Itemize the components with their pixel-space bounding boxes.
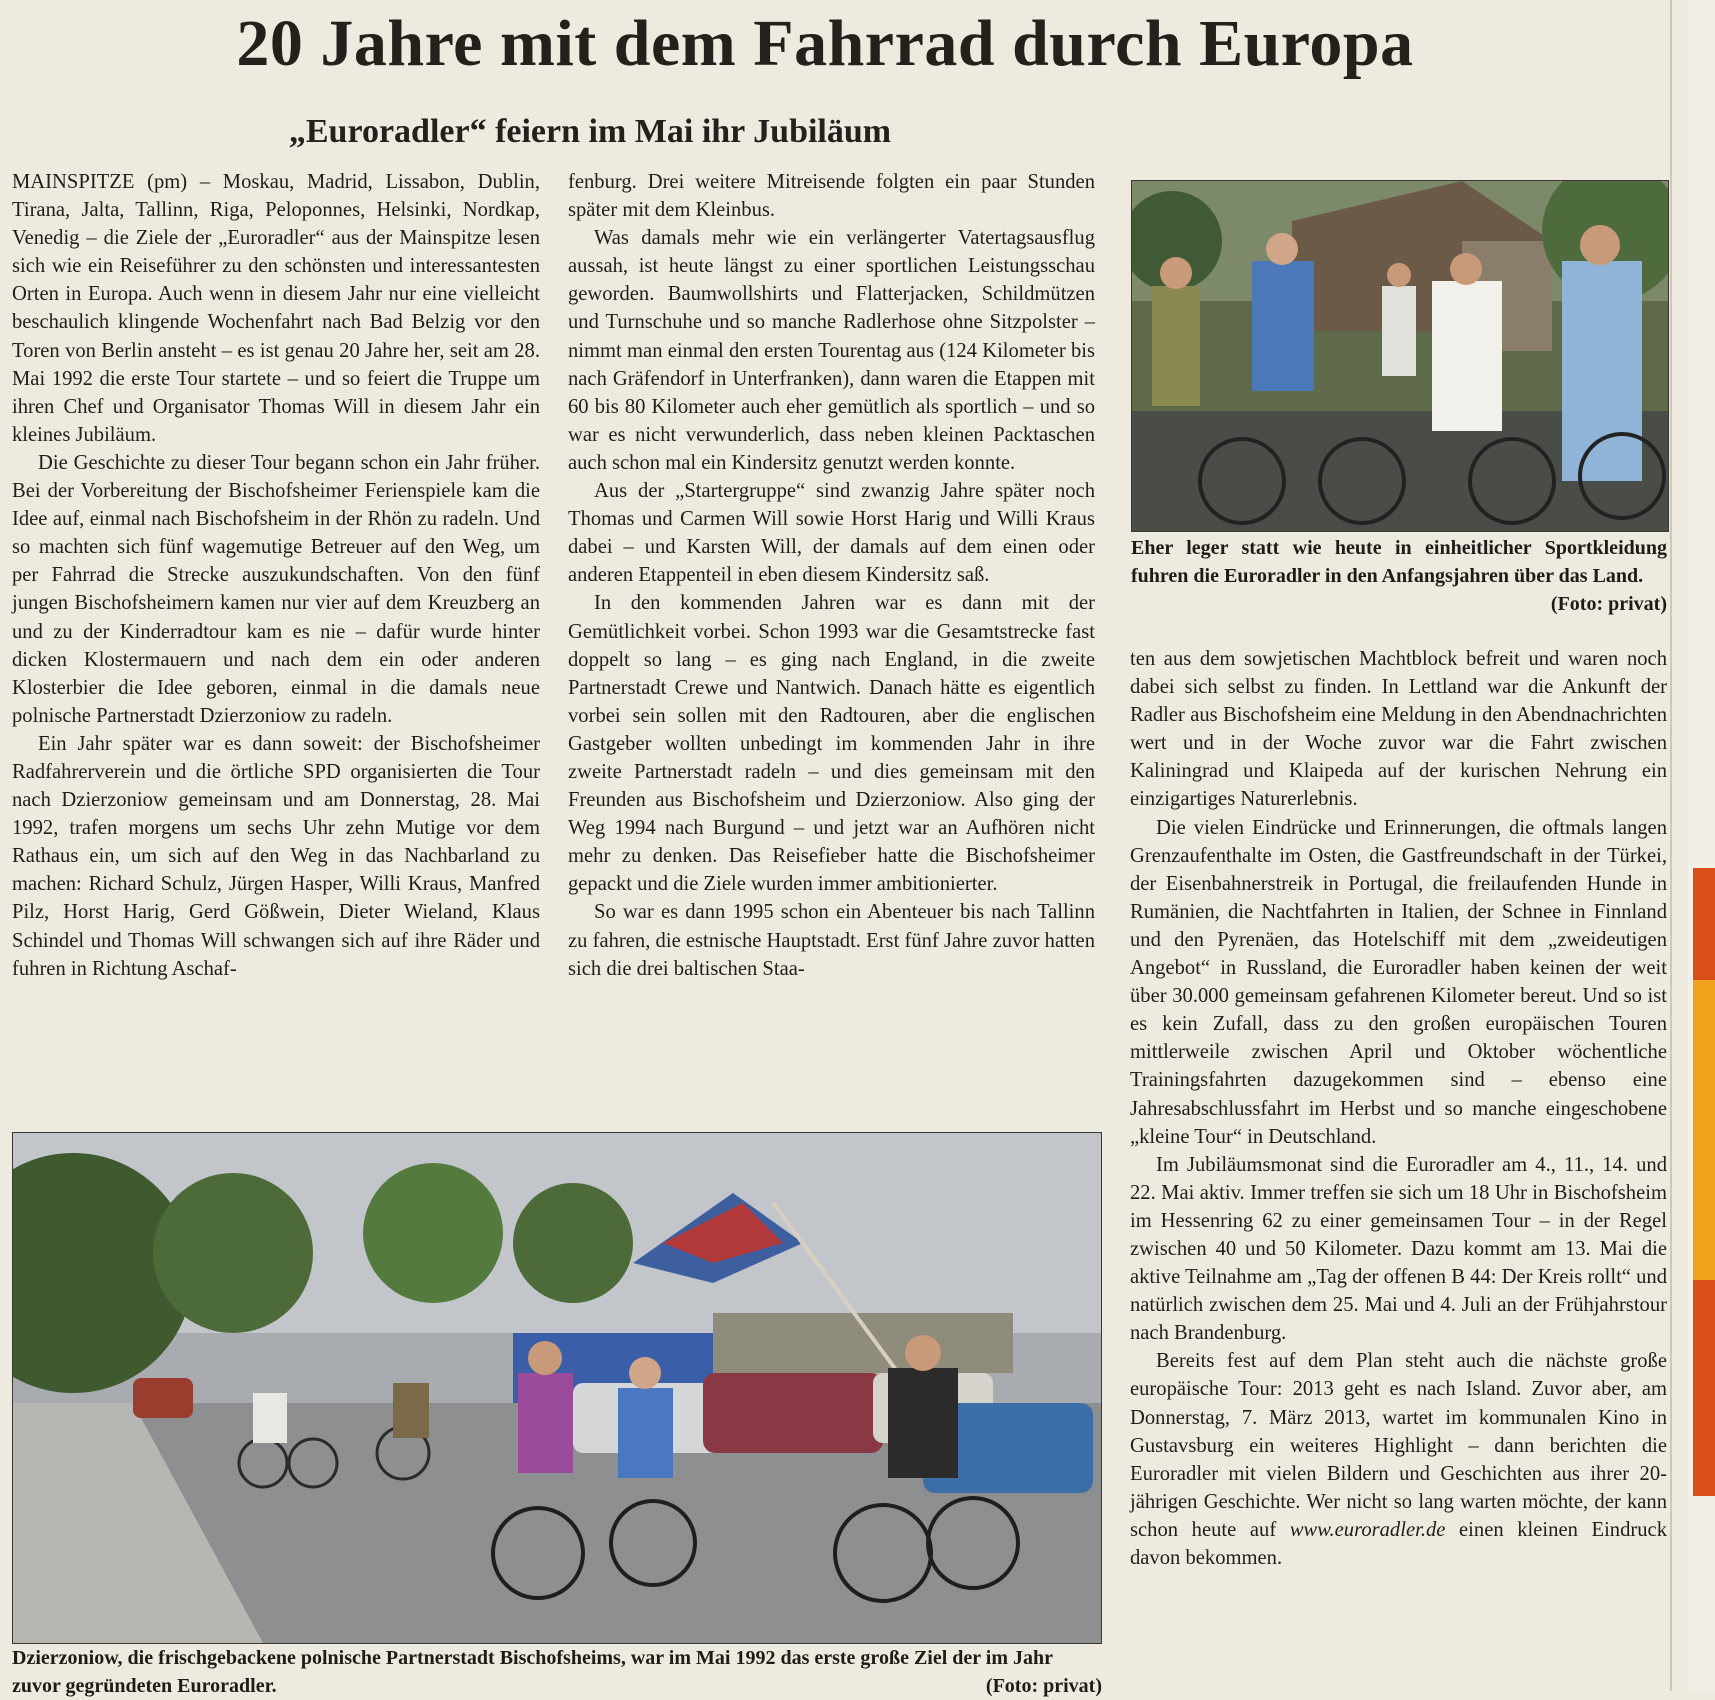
headline: 20 Jahre mit dem Fahrrad durch Europa bbox=[236, 7, 1414, 80]
subheadline: „Euroradler“ feiern im Mai ihr Jubiläum bbox=[288, 113, 892, 150]
paragraph bbox=[1130, 1347, 1667, 1572]
paragraph: ten aus dem sowjetischen Machtblock befreit und waren noch dabei sich selbst zu finden. In Lettland war die Ankunft der Radler aus Bischofsheim eine Meldung in den Abendnachrichten wert und in der Woche zuvor war die Fahrt zwischen Kaliningrad und Klaipeda auf der kurischen Nehrung ein einzigartiges Naturerlebnis. bbox=[1130, 648, 1667, 811]
adjacent-ad-highlight bbox=[1693, 980, 1715, 1280]
paragraph: In den kommenden Jahren war es dann mit der Gemütlichkeit vorbei. Schon 1993 war die Gesamtstrecke fast doppelt so lang – es ging nach England, in die zweite Partnerstadt Crewe und Nantwich. Danach hätte es eigentlich vorbei sein sollen mit den Radtouren, aber die englischen Gastgeber wollten unbedingt im kommenden Jahr in ihre zweite Partnerstadt radeln – und dies gemeinsam mit den Freunden aus Bischofsheim und Dzierzoniow. Also ging der Weg 1994 nach Burgund – und jetzt war an Aufhören nicht mehr zu denken. Das Reisefieber hatte die Bischofsheimer gepackt und die Ziele wurden immer ambitionierter. bbox=[568, 592, 1095, 896]
paragraph: Die vielen Eindrücke und Erinnerungen, die oftmals langen Grenzaufenthalte im Osten, die Gastfreundschaft in der Türkei, der Eisenbahnerstreik in Portugal, die freilaufenden Hunde in Rumänien, die Nachtfahrten in Italien, der Schnee in Finnland und den Pyrenäen, das Hotelschiff mit dem „zweideutigen Angebot“ in Russland, die Euroradler haben keinen der weit über 30.000 gemeinsam gefahrenen Kilometer bereut. Und so ist es kein Zufall, dass zu den großen europäischen Touren mittlerweile zwischen April und Oktober wöchentliche Trainingsfahrten dazugekommen sind – ebenso eine Jahresabschlussfahrt im Herbst und so manche eingeschobene „kleine Tour“ in Deutschland. bbox=[1130, 816, 1667, 1148]
group-photo-caption bbox=[1131, 534, 1667, 618]
adjacent-column-fragment bbox=[1688, 0, 1715, 1691]
paragraph-text: einen kleinen Eindruck davon bekommen. bbox=[1130, 1518, 1667, 1569]
website-link[interactable]: www.euroradler.de bbox=[1289, 1518, 1446, 1541]
paragraph: Was damals mehr wie ein verlängerter Vatertagsausflug aussah, ist heute längst zu einer sportlichen Leistungsschau geworden. Baumwollshirts und Flatterjacken, Schildmützen und Turnschuhe und so manche Radlerhose ohne Sitzpolster – nimmt man einmal den ersten Tourentag aus (124 Kilometer bis nach Gräfendorf in Unterfranken), dann waren die Etappen mit 60 bis 80 Kilometer auch eher gemütlich als sportlich – und so war es nicht verwunderlich, dass neben kleinen Packtaschen auch schon mal ein Kindersitz genutzt werden konnte. bbox=[568, 227, 1095, 474]
paragraph: Im Jubiläumsmonat sind die Euroradler am 4., 11., 14. und 22. Mai aktiv. Immer treffen sie sich um 18 Uhr in Bischofsheim im Hessenring 62 zu einer gemeinsamen Tour – in der Regel zwischen 40 und 50 Kilometer. Dazu kommt am 13. Mai die aktive Teilnahme am „Tag der offenen B 44: Der Kreis rollt“ und natürlich zwischen dem 25. Mai und 4. Juli an der Frühjahrstour nach Brandenburg. bbox=[1130, 1153, 1667, 1345]
page-fold bbox=[1670, 0, 1672, 1691]
paragraph: Die Geschichte zu dieser Tour begann schon ein Jahr früher. Bei der Vorbereitung der Bischofsheimer Ferienspiele kam die Idee auf, einmal nach Bischofsheim in der Rhön zu radeln. Und so machten sich fünf wagemutige Betreuer auf den Weg, um per Fahrrad die Strecke auszukundschaften. Von den fünf jungen Bischofsheimern kamen nur vier auf dem Kreuzberg an und zu der Kinderradtour kam es nie – dafür wurde hinter dicken Klostermauern und nach dem ein oder anderen Klosterbier die Idee geboren, einmal in die damals neue polnische Partnerstadt Dzierzoniow zu radeln. bbox=[12, 451, 540, 727]
article-column-2 bbox=[568, 168, 1095, 983]
group-photo bbox=[1131, 180, 1669, 532]
article-column-1 bbox=[12, 168, 540, 983]
paragraph: So war es dann 1995 schon ein Abenteuer bis nach Tallinn zu fahren, die estnische Hauptstadt. Erst fünf Jahre zuvor hatten sich die drei baltischen Staa- bbox=[568, 901, 1095, 980]
paragraph: Aus der „Startergruppe“ sind zwanzig Jahre später noch Thomas und Carmen Will sowie Horst Harig und Willi Kraus dabei – und Karsten Will, der damals auf dem einen oder anderen Etappenteil in eben diesem Kindersitz saß. bbox=[568, 480, 1095, 587]
paragraph: fenburg. Drei weitere Mitreisende folgten ein paar Stunden später mit dem Kleinbus. bbox=[568, 171, 1095, 222]
caption-text: Dzierzoniow, die frischgebackene polnische Partnerstadt Bischofsheims, war im Mai 1992 das erste große Ziel der im Jahr zuvor gegründeten Euroradler. bbox=[12, 1647, 1053, 1697]
cyclists-photo-image bbox=[13, 1133, 1101, 1643]
paragraph: MAINSPITZE (pm) – Moskau, Madrid, Lissabon, Dublin, Tirana, Jalta, Tallinn, Riga, Peloponnes, Helsinki, Nordkap, Venedig – die Ziele der „Euroradler“ aus der Mainspitze lesen sich wie ein Reiseführer zu den schönsten und interessantesten Orten in Europa. Auch wenn in diesem Jahr nur eine vielleicht beschaulich klingende Wochenfahrt nach Bad Belzig vor den Toren von Berlin ansteht – es ist genau 20 Jahre her, seit am 28. Mai 1992 die erste Tour startete – und so feiert die Truppe um ihren Chef und Organisator Thomas Will in diesem Jahr ein kleines Jubiläum. bbox=[12, 171, 540, 446]
article-column-3 bbox=[1130, 645, 1667, 1572]
cyclists-photo bbox=[12, 1132, 1102, 1644]
group-photo-image bbox=[1132, 181, 1668, 531]
paragraph-text: Bereits fest auf dem Plan steht auch die nächste große europäische Tour: 2013 geht es nach Island. Zuvor aber, am Donnerstag, 7. März 2013, wartet im kommunalen Kino in Gustavsburg ein weiteres Highlight – dann berichten die Euroradler mit vielen Bildern und Geschichten aus ihrer 20-jährigen Geschichte. Wer nicht so lang warten möchte, der kann schon heute auf bbox=[1130, 1350, 1667, 1541]
paragraph: Ein Jahr später war es dann soweit: der Bischofsheimer Radfahrerverein und die örtliche SPD organisierten die Tour nach Dzierzoniow gemeinsam und am Donnerstag, 28. Mai 1992, trafen morgens um sechs Uhr zehn Mutige vor dem Rathaus ein, um sich auf den Weg in das Nachbarland zu machen: Richard Schulz, Jürgen Hasper, Willi Kraus, Manfred Pilz, Horst Harig, Gerd Gößwein, Dieter Wieland, Klaus Schindel und Thomas Will schwangen sich auf ihre Räder und fuhren in Richtung Aschaf- bbox=[12, 732, 540, 980]
cyclists-photo-caption bbox=[12, 1644, 1102, 1700]
photo-credit: (Foto: privat) bbox=[1550, 593, 1667, 615]
caption-text: Eher leger statt wie heute in einheitlicher Sportkleidung fuhren die Euroradler in den Anfangsjahren über das Land. bbox=[1131, 537, 1667, 587]
photo-credit: (Foto: privat) bbox=[985, 1675, 1102, 1697]
